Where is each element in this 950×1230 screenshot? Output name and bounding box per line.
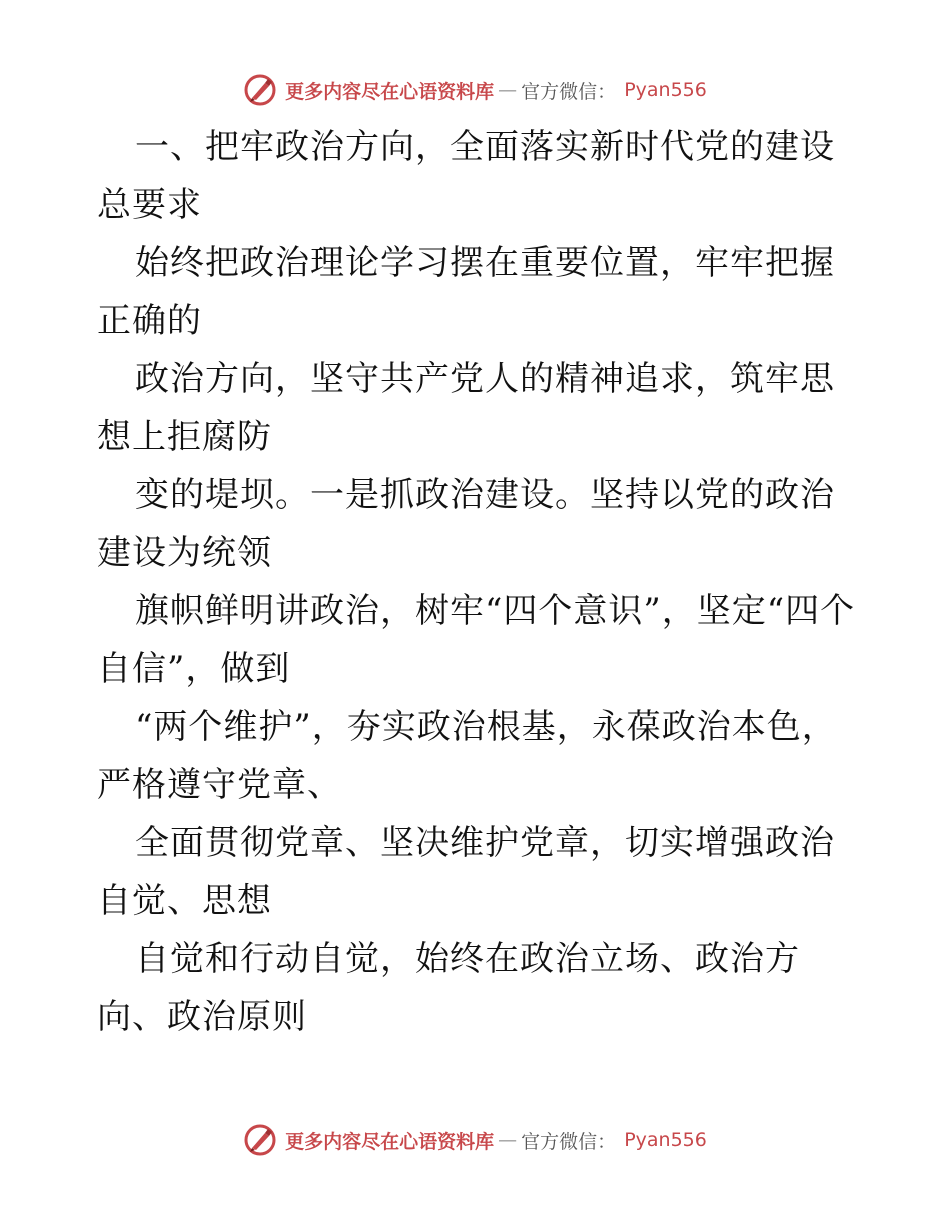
wechat-id: Pyan556: [624, 1129, 707, 1151]
brand-text: 更多内容尽在心语资料库: [285, 1130, 495, 1153]
header-banner: [0, 70, 950, 110]
brand-text: 更多内容尽在心语资料库: [285, 80, 495, 103]
brand-separator: —: [498, 1129, 518, 1151]
wechat-id: Pyan556: [624, 79, 707, 101]
paragraph: 旗帜鲜明讲政治，树牢“四个意识”，坚定“四个自信”，做到: [97, 591, 856, 689]
paragraph: 一、把牢政治方向，全面落实新时代党的建设总要求: [97, 127, 835, 225]
paragraph: 始终把政治理论学习摆在重要位置，牢牢把握正确的: [97, 243, 835, 341]
paragraph: 全面贯彻党章、坚决维护党章，切实增强政治自觉、思想: [97, 823, 835, 921]
paragraph: 变的堤坝。一是抓政治建设。坚持以党的政治建设为统领: [97, 475, 835, 573]
brand-separator: —: [498, 79, 518, 101]
pen-circle-logo-icon: [243, 1123, 277, 1157]
pen-circle-logo-icon: [243, 73, 277, 107]
wechat-label: 官方微信：: [521, 1130, 617, 1153]
paragraph: 自觉和行动自觉，始终在政治立场、政治方向、政治原则: [97, 939, 800, 1037]
wechat-label: 官方微信：: [521, 80, 617, 103]
paragraph: “两个维护”，夯实政治根基，永葆政治本色，严格遵守党章、: [97, 707, 837, 805]
document-body: [97, 118, 857, 1046]
footer-banner: [0, 1120, 950, 1160]
paragraph: 政治方向，坚守共产党人的精神追求，筑牢思想上拒腐防: [97, 359, 835, 457]
